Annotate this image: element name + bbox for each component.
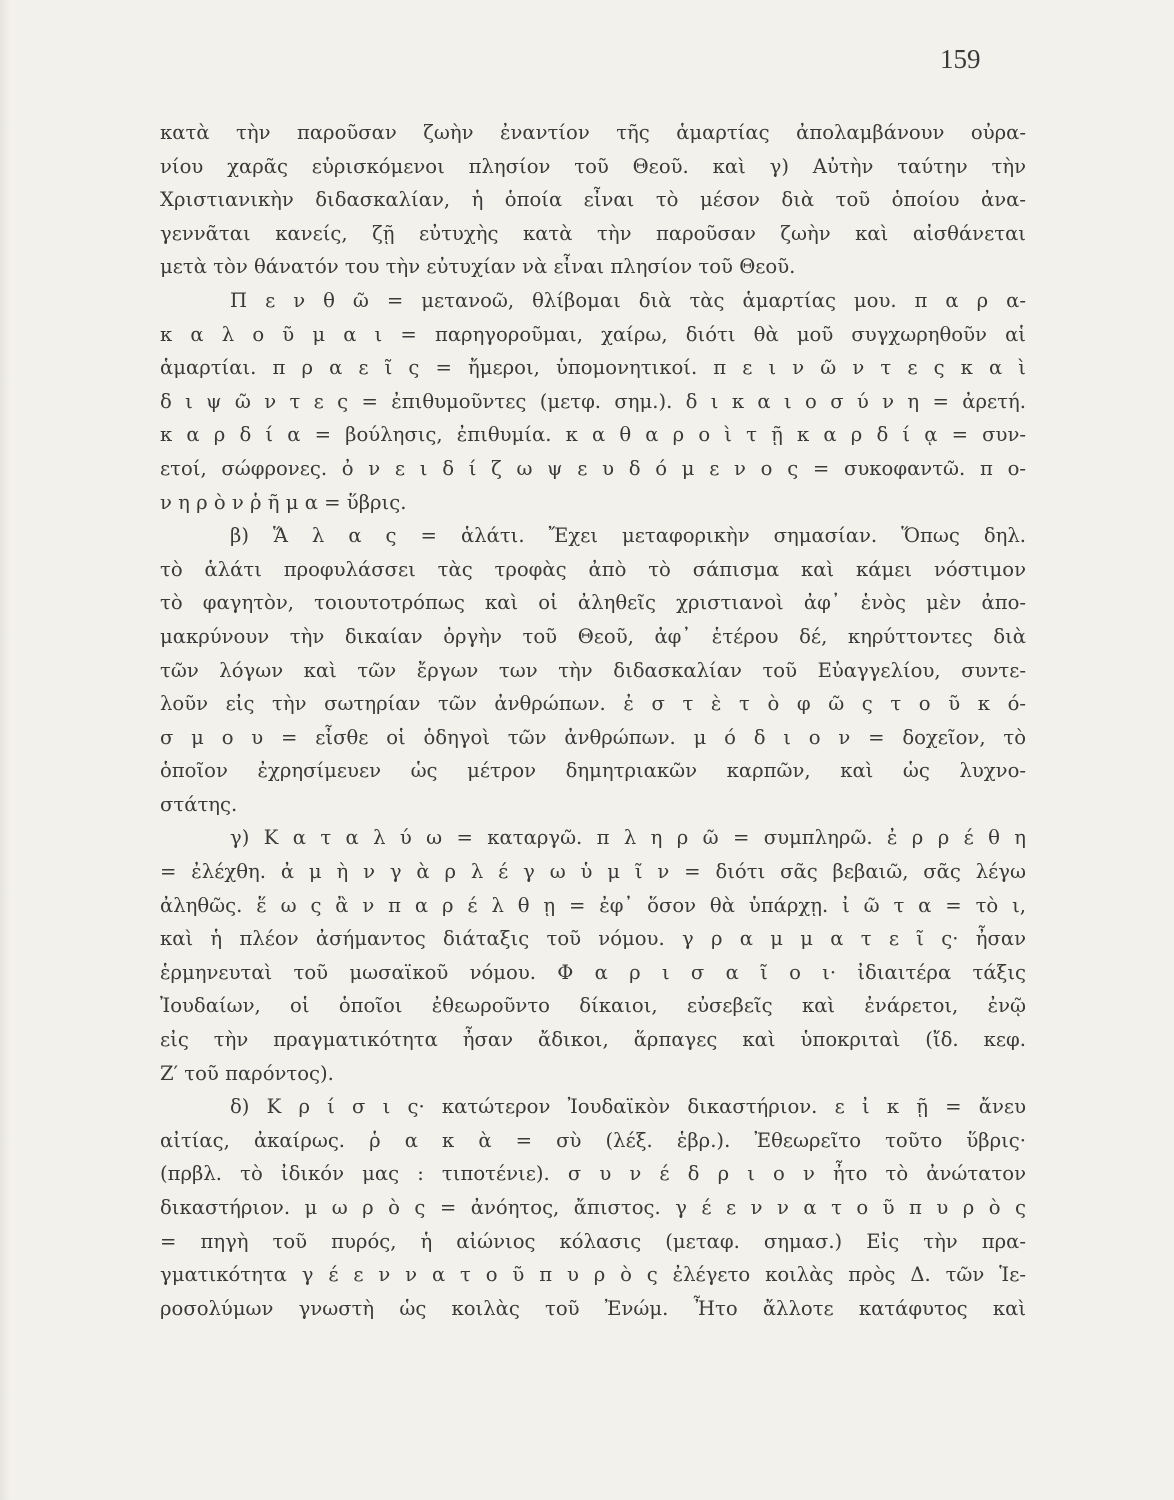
text-line: ροσολύμων γνωστὴ ὡς κοιλὰς τοῦ Ἐνώμ. Ἦτο ἄλλοτε κατάφυτος καὶ — [160, 1296, 1026, 1320]
text-line: στάτης. — [160, 792, 238, 816]
text-line: τὸ φαγητὸν, τοιουτοτρόπως καὶ οἱ ἀληθεῖς χριστιανοὶ ἀφ᾽ ἑνὸς μὲν ἀπο- — [160, 591, 1026, 615]
text-line: κ α ρ δ ί α = βούλησις, ἐπιθυμία. κ α θ α ρ ο ὶ τ ῇ κ α ρ δ ί ᾳ = συν- — [160, 423, 1026, 447]
text-line: Ἰουδαίων, οἱ ὁποῖοι ἐθεωροῦντο δίκαιοι, εὐσεβεῖς καὶ ἐνάρετοι, ἐνῷ — [160, 994, 1026, 1018]
text-line: γματικότητα γ έ ε ν ν α τ ο ῦ π υ ρ ὸ ς ἐλέγετο κοιλὰς πρὸς Δ. τῶν Ἱε- — [160, 1263, 1026, 1287]
text-line: δ ι ψ ῶ ν τ ε ς = ἐπιθυμοῦντες (μετφ. σημ.). δ ι κ α ι ο σ ύ ν η = ἀρετή. — [160, 389, 1026, 413]
text-line: νίου χαρᾶς εὑρισκόμενοι πλησίον τοῦ Θεοῦ. καὶ γ) Αὐτὴν ταύτην τὴν — [160, 154, 1026, 178]
text-line: μακρύνουν τὴν δικαίαν ὀργὴν τοῦ Θεοῦ, ἀφ᾽ ἑτέρου δέ, κηρύττοντες διὰ — [160, 624, 1026, 648]
text-line: γεννᾶται κανείς, ζῇ εὐτυχὴς κατὰ τὴν παροῦσαν ζωὴν καὶ αἰσθάνεται — [160, 221, 1026, 245]
text-line: ν η ρ ὸ ν ῥ ῆ μ α = ὕβρις. — [160, 490, 407, 514]
text-line: δικαστήριον. μ ω ρ ὸ ς = ἀνόητος, ἄπιστος. γ έ ε ν ν α τ ο ῦ π υ ρ ὸ ς — [160, 1196, 1026, 1219]
text-line: β) Ἅ λ α ς = ἁλάτι. Ἔχει μεταφορικὴν σημασίαν. Ὅπως δηλ. — [230, 524, 1026, 548]
text-line: = πηγὴ τοῦ πυρός, ἡ αἰώνιος κόλασις (μεταφ. σημασ.) Εἰς τὴν πρα- — [160, 1229, 1026, 1253]
text-line: αἰτίας, ἀκαίρως. ῥ α κ ὰ = σὺ (λέξ. ἑβρ.). Ἐθεωρεῖτο τοῦτο ὕβρις· — [160, 1128, 1026, 1152]
text-line: = ἐλέχθη. ἀ μ ὴ ν γ ὰ ρ λ έ γ ω ὑ μ ῖ ν = διότι σᾶς βεβαιῶ, σᾶς λέγω — [160, 860, 1026, 884]
text-line: ετοί, σώφρονες. ὀ ν ε ι δ ί ζ ω ψ ε υ δ ό μ ε ν ο ς = συκοφαντῶ. π ο- — [160, 456, 1026, 480]
text-line: σ μ ο υ = εἶσθε οἱ ὁδηγοὶ τῶν ἀνθρώπων. μ ό δ ι ο ν = δοχεῖον, τὸ — [160, 725, 1026, 749]
text-line: γ) Κ α τ α λ ύ ω = καταργῶ. π λ η ρ ῶ = συμπληρῶ. ἐ ρ ρ έ θ η — [230, 826, 1026, 850]
text-line: Π ε ν θ ῶ = μετανοῶ, θλίβομαι διὰ τὰς ἁμαρτίας μου. π α ρ α- — [230, 288, 1026, 312]
text-line: ὁποῖον ἐχρησίμευεν ὡς μέτρον δημητριακῶν καρπῶν, καὶ ὡς λυχνο- — [160, 759, 1026, 783]
text-line: (πρβλ. τὸ ἰδικόν μας : τιποτένιε). σ υ ν έ δ ρ ι ο ν ἦτο τὸ ἀνώτατον — [160, 1162, 1026, 1186]
text-line: ἁμαρτίαι. π ρ α ε ῖ ς = ἤμεροι, ὑπομονητικοί. π ε ι ν ῶ ν τ ε ς κ α ὶ — [160, 356, 1026, 380]
text-line: κ α λ ο ῦ μ α ι = παρηγοροῦμαι, χαίρω, διότι θὰ μοῦ συγχωρηθοῦν αἱ — [160, 322, 1026, 346]
text-line: μετὰ τὸν θάνατόν του τὴν εὐτυχίαν νὰ εἶναι πλησίον τοῦ Θεοῦ. — [160, 255, 796, 279]
text-line: καὶ ἡ πλέον ἀσήμαντος διάταξις τοῦ νόμου. γ ρ α μ μ α τ ε ῖ ς· ἦσαν — [160, 927, 1026, 951]
text-line: Ζ′ τοῦ παρόντος). — [160, 1061, 334, 1085]
text-line: εἰς τὴν πραγματικότητα ἦσαν ἄδικοι, ἅρπαγες καὶ ὑποκριταὶ (ἴδ. κεφ. — [160, 1028, 1026, 1052]
text-line: ἀληθῶς. ἕ ω ς ἂ ν π α ρ έ λ θ ῃ = ἐφ᾽ ὅσον θὰ ὑπάρχῃ. ἰ ῶ τ α = τὸ ι, — [160, 893, 1026, 917]
text-line: δ) Κ ρ ί σ ι ς· κατώτερον Ἰουδαϊκὸν δικαστήριον. ε ἰ κ ῇ = ἄνευ — [230, 1095, 1026, 1119]
text-line: ἑρμηνευταὶ τοῦ μωσαϊκοῦ νόμου. Φ α ρ ι σ α ῖ ο ι· ἰδιαιτέρα τάξις — [160, 960, 1026, 984]
text-line: τῶν λόγων καὶ τῶν ἔργων των τὴν διδασκαλίαν τοῦ Εὐαγγελίου, συντε- — [160, 658, 1026, 682]
text-line: Χριστιανικὴν διδασκαλίαν, ἡ ὁποία εἶναι τὸ μέσον διὰ τοῦ ὁποίου ἀνα- — [160, 188, 1026, 212]
text-line: κατὰ τὴν παροῦσαν ζωὴν ἐναντίον τῆς ἁμαρτίας ἀπολαμβάνουν οὐρα- — [160, 121, 1026, 144]
page-number: 159 — [940, 44, 981, 74]
text-line: τὸ ἁλάτι προφυλάσσει τὰς τροφὰς ἀπὸ τὸ σάπισμα καὶ κάμει νόστιμον — [160, 557, 1026, 581]
body-text — [160, 116, 1026, 1325]
page-edge-shadow — [0, 0, 10, 1500]
text-line: λοῦν εἰς τὴν σωτηρίαν τῶν ἀνθρώπων. ἐ σ τ ὲ τ ὸ φ ῶ ς τ ο ῦ κ ό- — [160, 692, 1026, 716]
